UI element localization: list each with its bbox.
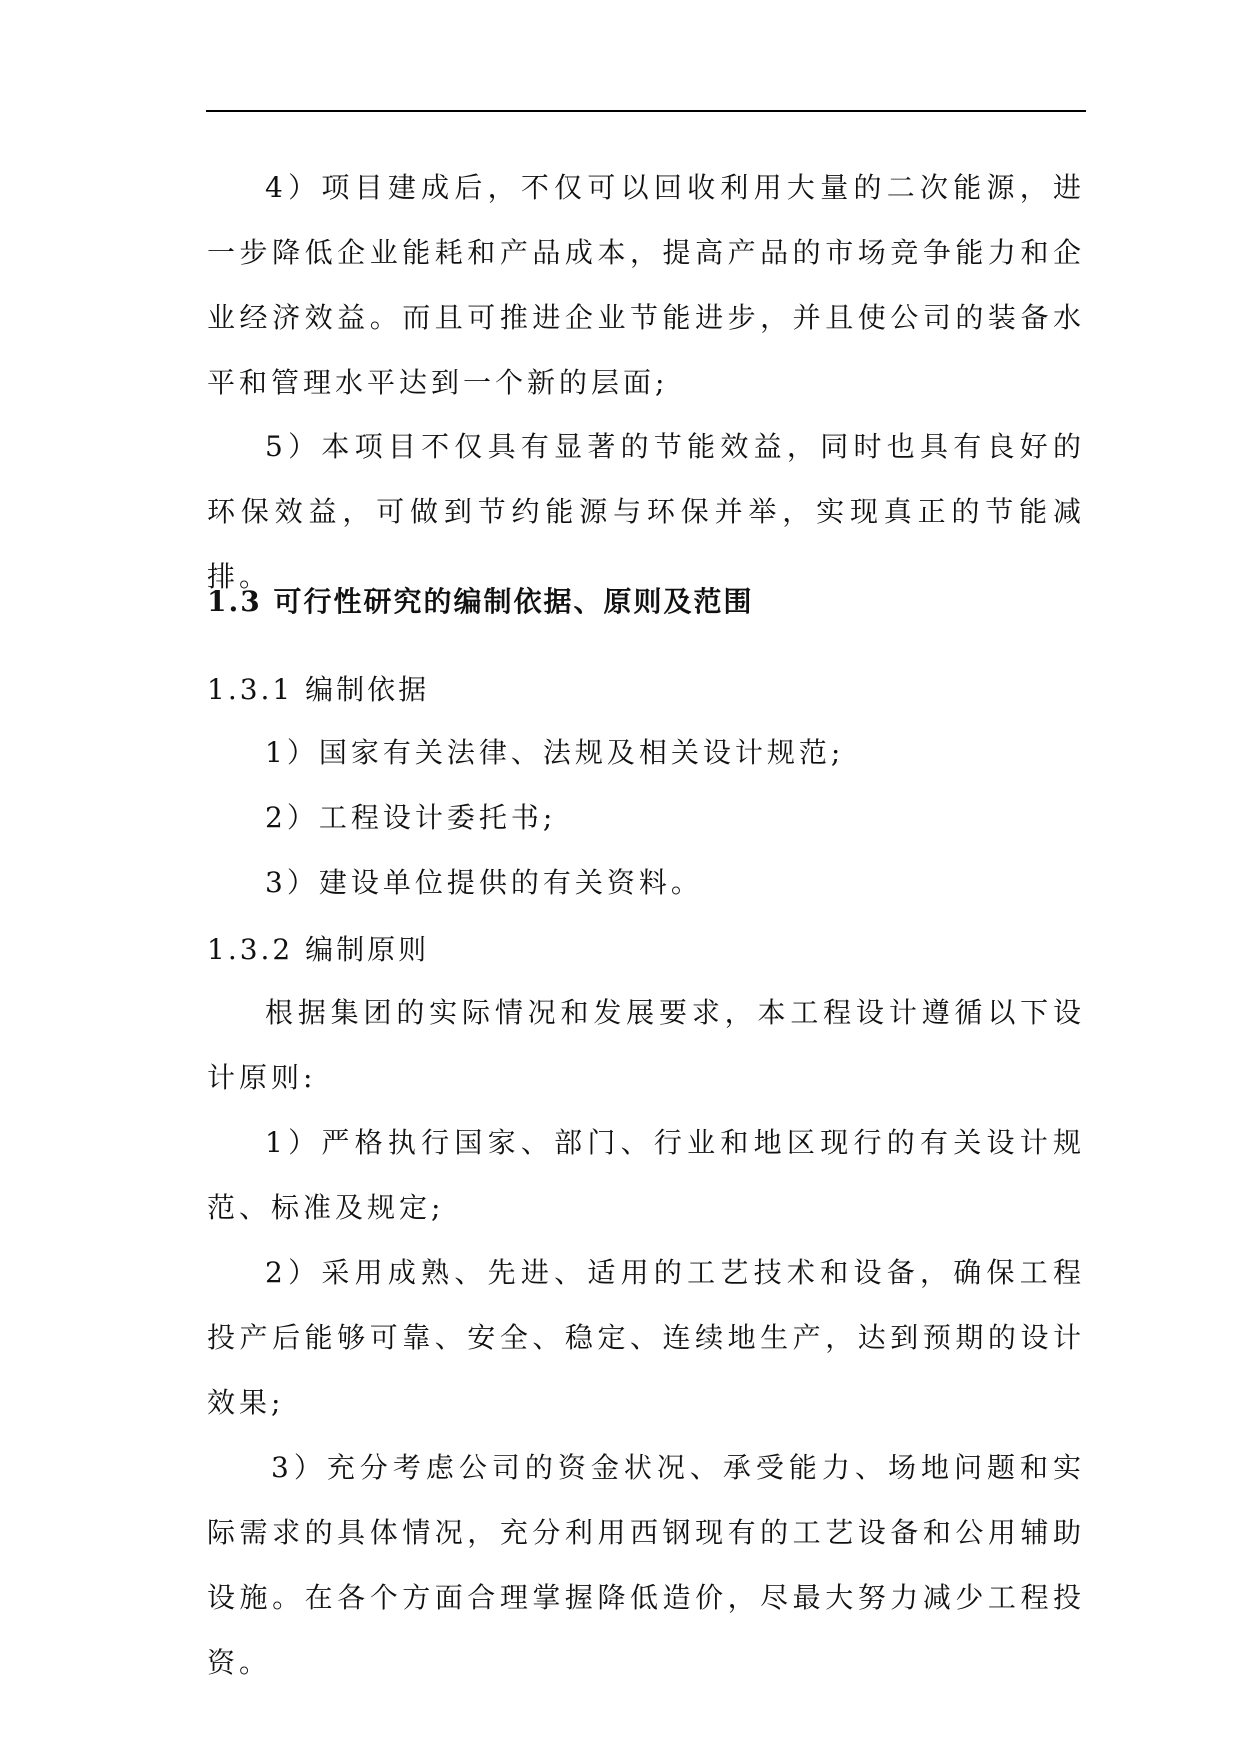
principles-intro: 根据集团的实际情况和发展要求，本工程设计遵循以下设计原则:: [207, 996, 1085, 1094]
principles-title-text: 1.3.2 编制原则: [207, 933, 430, 966]
paragraph-4-text: 4）项目建成后，不仅可以回收利用大量的二次能源，进一步降低企业能耗和产品成本，提高产品的市场竞争能力和企业经济效益。而且可推进企业节能进步，并且使公司的装备水平和管理水平达到一个新的层面;: [207, 171, 1085, 399]
principle-item-1: 1）严格执行国家、部门、行业和地区现行的有关设计规范、标准及规定;: [207, 1126, 1085, 1224]
principle-item-2: 2）采用成熟、先进、适用的工艺技术和设备，确保工程投产后能够可靠、安全、稳定、连续地生产，达到预期的设计效果;: [207, 1256, 1085, 1419]
basis-item-2: 2）工程设计委托书;: [265, 801, 557, 834]
basis-title-text: 1.3.1 编制依据: [207, 673, 430, 706]
paragraph-4: [207, 155, 1085, 415]
principle-item-3: 3）充分考虑公司的资金状况、承受能力、场地问题和实际需求的具体情况，充分利用西钢现有的工艺设备和公用辅助设施。在各个方面合理掌握降低造价，尽最大努力减少工程投资。: [207, 1451, 1085, 1679]
paragraph-5-text: 5）本项目不仅具有显著的节能效益，同时也具有良好的环保效益，可做到节约能源与环保并举，实现真正的节能减排。: [207, 430, 1085, 593]
basis-item-3: 3）建设单位提供的有关资料。: [265, 866, 703, 899]
basis-title: [207, 668, 1085, 708]
section-heading: [207, 580, 1085, 620]
header-rule: [206, 110, 1086, 112]
basis-item-1: 1）国家有关法律、法规及相关设计规范;: [265, 736, 845, 769]
basis-list: [207, 720, 1085, 915]
principles-title: [207, 928, 1085, 968]
section-heading-text: 1.3 可行性研究的编制依据、原则及范围: [207, 585, 754, 618]
principles-body: [207, 980, 1085, 1695]
